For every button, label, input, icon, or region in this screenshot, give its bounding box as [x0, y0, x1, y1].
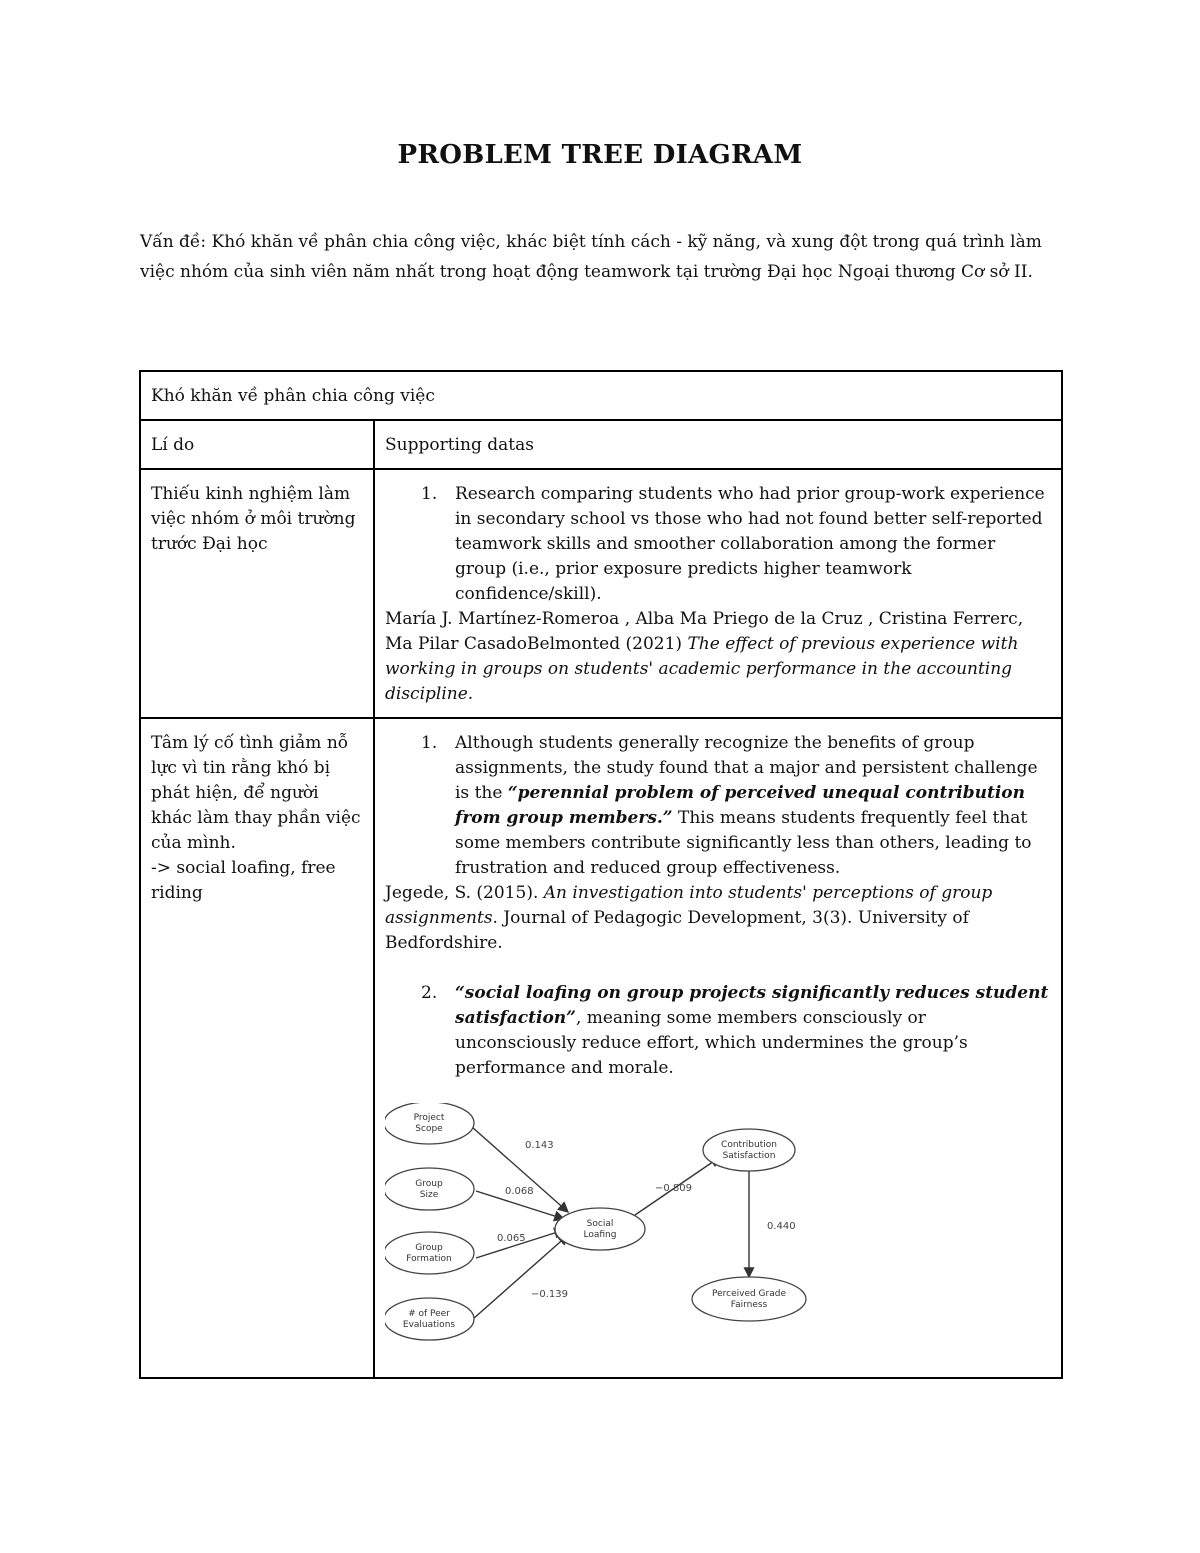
- header-reason: Lí do: [140, 420, 374, 469]
- list-item: [385, 482, 1051, 607]
- evidence-text-pre: Although students generally recognize the benefits of group assignments, the study found that a major and persistent challenge is the: [455, 733, 1038, 803]
- reason-text: Tâm lý cố tình giảm nỗ lực vì tin rằng khó bị phát hiện, để người khác làm thay phần việc của mình.: [151, 733, 361, 853]
- header-supporting-data: Supporting datas: [374, 420, 1062, 469]
- supporting-data-cell: [374, 718, 1062, 1378]
- evidence-text-post: , meaning some members consciously or unconsciously reduce effort, which undermines the group’s performance and morale.: [455, 1008, 968, 1078]
- evidence-text-post: This means students frequently feel that some members contribute significantly less than others, leading to frustration and reduced group effectiveness.: [455, 808, 1032, 878]
- node-label: Fairness: [730, 1300, 768, 1310]
- citation-authors: Jegede, S. (2015).: [385, 883, 544, 903]
- problem-table: [139, 370, 1063, 1379]
- header-row: [140, 420, 1062, 469]
- reason-cell: [140, 469, 374, 718]
- node-label: Size: [419, 1190, 439, 1200]
- table-row: [140, 718, 1062, 1378]
- evidence-list: [385, 482, 1051, 607]
- reason-note: -> social loafing, free riding: [151, 858, 336, 903]
- edge-peer-loafing: [473, 1235, 568, 1319]
- citation-rest: . Journal of Pedagogic Development, 3(3). University of Bedfordshire.: [385, 908, 969, 953]
- edge-label: 0.068: [505, 1186, 534, 1197]
- node-label: Formation: [406, 1254, 452, 1264]
- citation-authors: María J. Martínez-Romeroa , Alba Ma Priego de la Cruz , Cristina Ferrerc, Ma Pilar CasadoBelmonted (2021): [385, 609, 1024, 654]
- evidence-quote: “perennial problem of perceived unequal contribution from group members.”: [455, 783, 1025, 828]
- table-row: [140, 469, 1062, 718]
- citation-title: An investigation into students' perceptions of group assignments: [385, 883, 993, 928]
- page-title: PROBLEM TREE DIAGRAM: [397, 140, 803, 170]
- section-title: Khó khăn về phân chia công việc: [140, 371, 1062, 420]
- edge-label: 0.440: [767, 1221, 796, 1232]
- node-label: Social: [586, 1219, 614, 1229]
- list-item: [385, 731, 1051, 881]
- node-social-loafing: [555, 1208, 645, 1250]
- list-number: 2.: [421, 983, 438, 1003]
- edge-label: 0.143: [525, 1140, 554, 1151]
- reason-cell: [140, 718, 374, 1378]
- evidence-list: [385, 731, 1051, 881]
- edge-label: −0.809: [655, 1183, 693, 1194]
- supporting-data-cell: [374, 469, 1062, 718]
- node-label: Group: [415, 1243, 443, 1253]
- node-label: Satisfaction: [722, 1151, 776, 1161]
- path-model-diagram: [385, 1103, 815, 1363]
- node-label: Perceived Grade: [711, 1289, 787, 1299]
- problem-statement: Vấn đề: Khó khăn về phân chia công việc, khác biệt tính cách - kỹ năng, và xung đột trong quá trình làm việc nhóm của sinh viên năm nhất trong hoạt động teamwork tại trường Đại học Ngoại thương Cơ sở II.: [140, 232, 1042, 282]
- edge-label: 0.065: [497, 1233, 526, 1244]
- node-label: Scope: [415, 1124, 443, 1134]
- citation: [385, 881, 1051, 956]
- reason-text: Thiếu kinh nghiệm làm việc nhóm ở môi trường trước Đại học: [151, 484, 356, 554]
- list-number: 1.: [421, 733, 438, 753]
- evidence-text: Research comparing students who had prior group-work experience in secondary school vs those who had not found better self-reported teamwork skills and smoother collaboration among the former group (i.e., prior exposure predicts higher teamwork confidence/skill).: [455, 484, 1045, 604]
- edge-label: −0.139: [531, 1289, 569, 1300]
- list-item: [385, 981, 1051, 1081]
- node-perceived-grade-fairness: [692, 1277, 806, 1321]
- node-group-formation: [385, 1232, 474, 1274]
- node-contribution-satisfaction: [703, 1129, 795, 1171]
- section-title-row: [140, 371, 1062, 420]
- node-label: Evaluations: [402, 1320, 456, 1330]
- node-label: Project: [413, 1113, 445, 1123]
- node-label: Loafing: [583, 1230, 617, 1240]
- node-label: Contribution: [721, 1140, 777, 1150]
- node-group-size: [385, 1168, 474, 1210]
- node-peer-evaluations: [385, 1298, 474, 1340]
- citation: [385, 607, 1051, 707]
- node-label: Group: [415, 1179, 443, 1189]
- evidence-quote: “social loafing on group projects significantly reduces student satisfaction”: [455, 983, 1049, 1028]
- evidence-list: [385, 981, 1051, 1081]
- list-number: 1.: [421, 484, 438, 504]
- citation-title: The effect of previous experience with working in groups on students' academic performance in the accounting discipline.: [385, 634, 1019, 704]
- node-label: # of Peer: [408, 1309, 450, 1319]
